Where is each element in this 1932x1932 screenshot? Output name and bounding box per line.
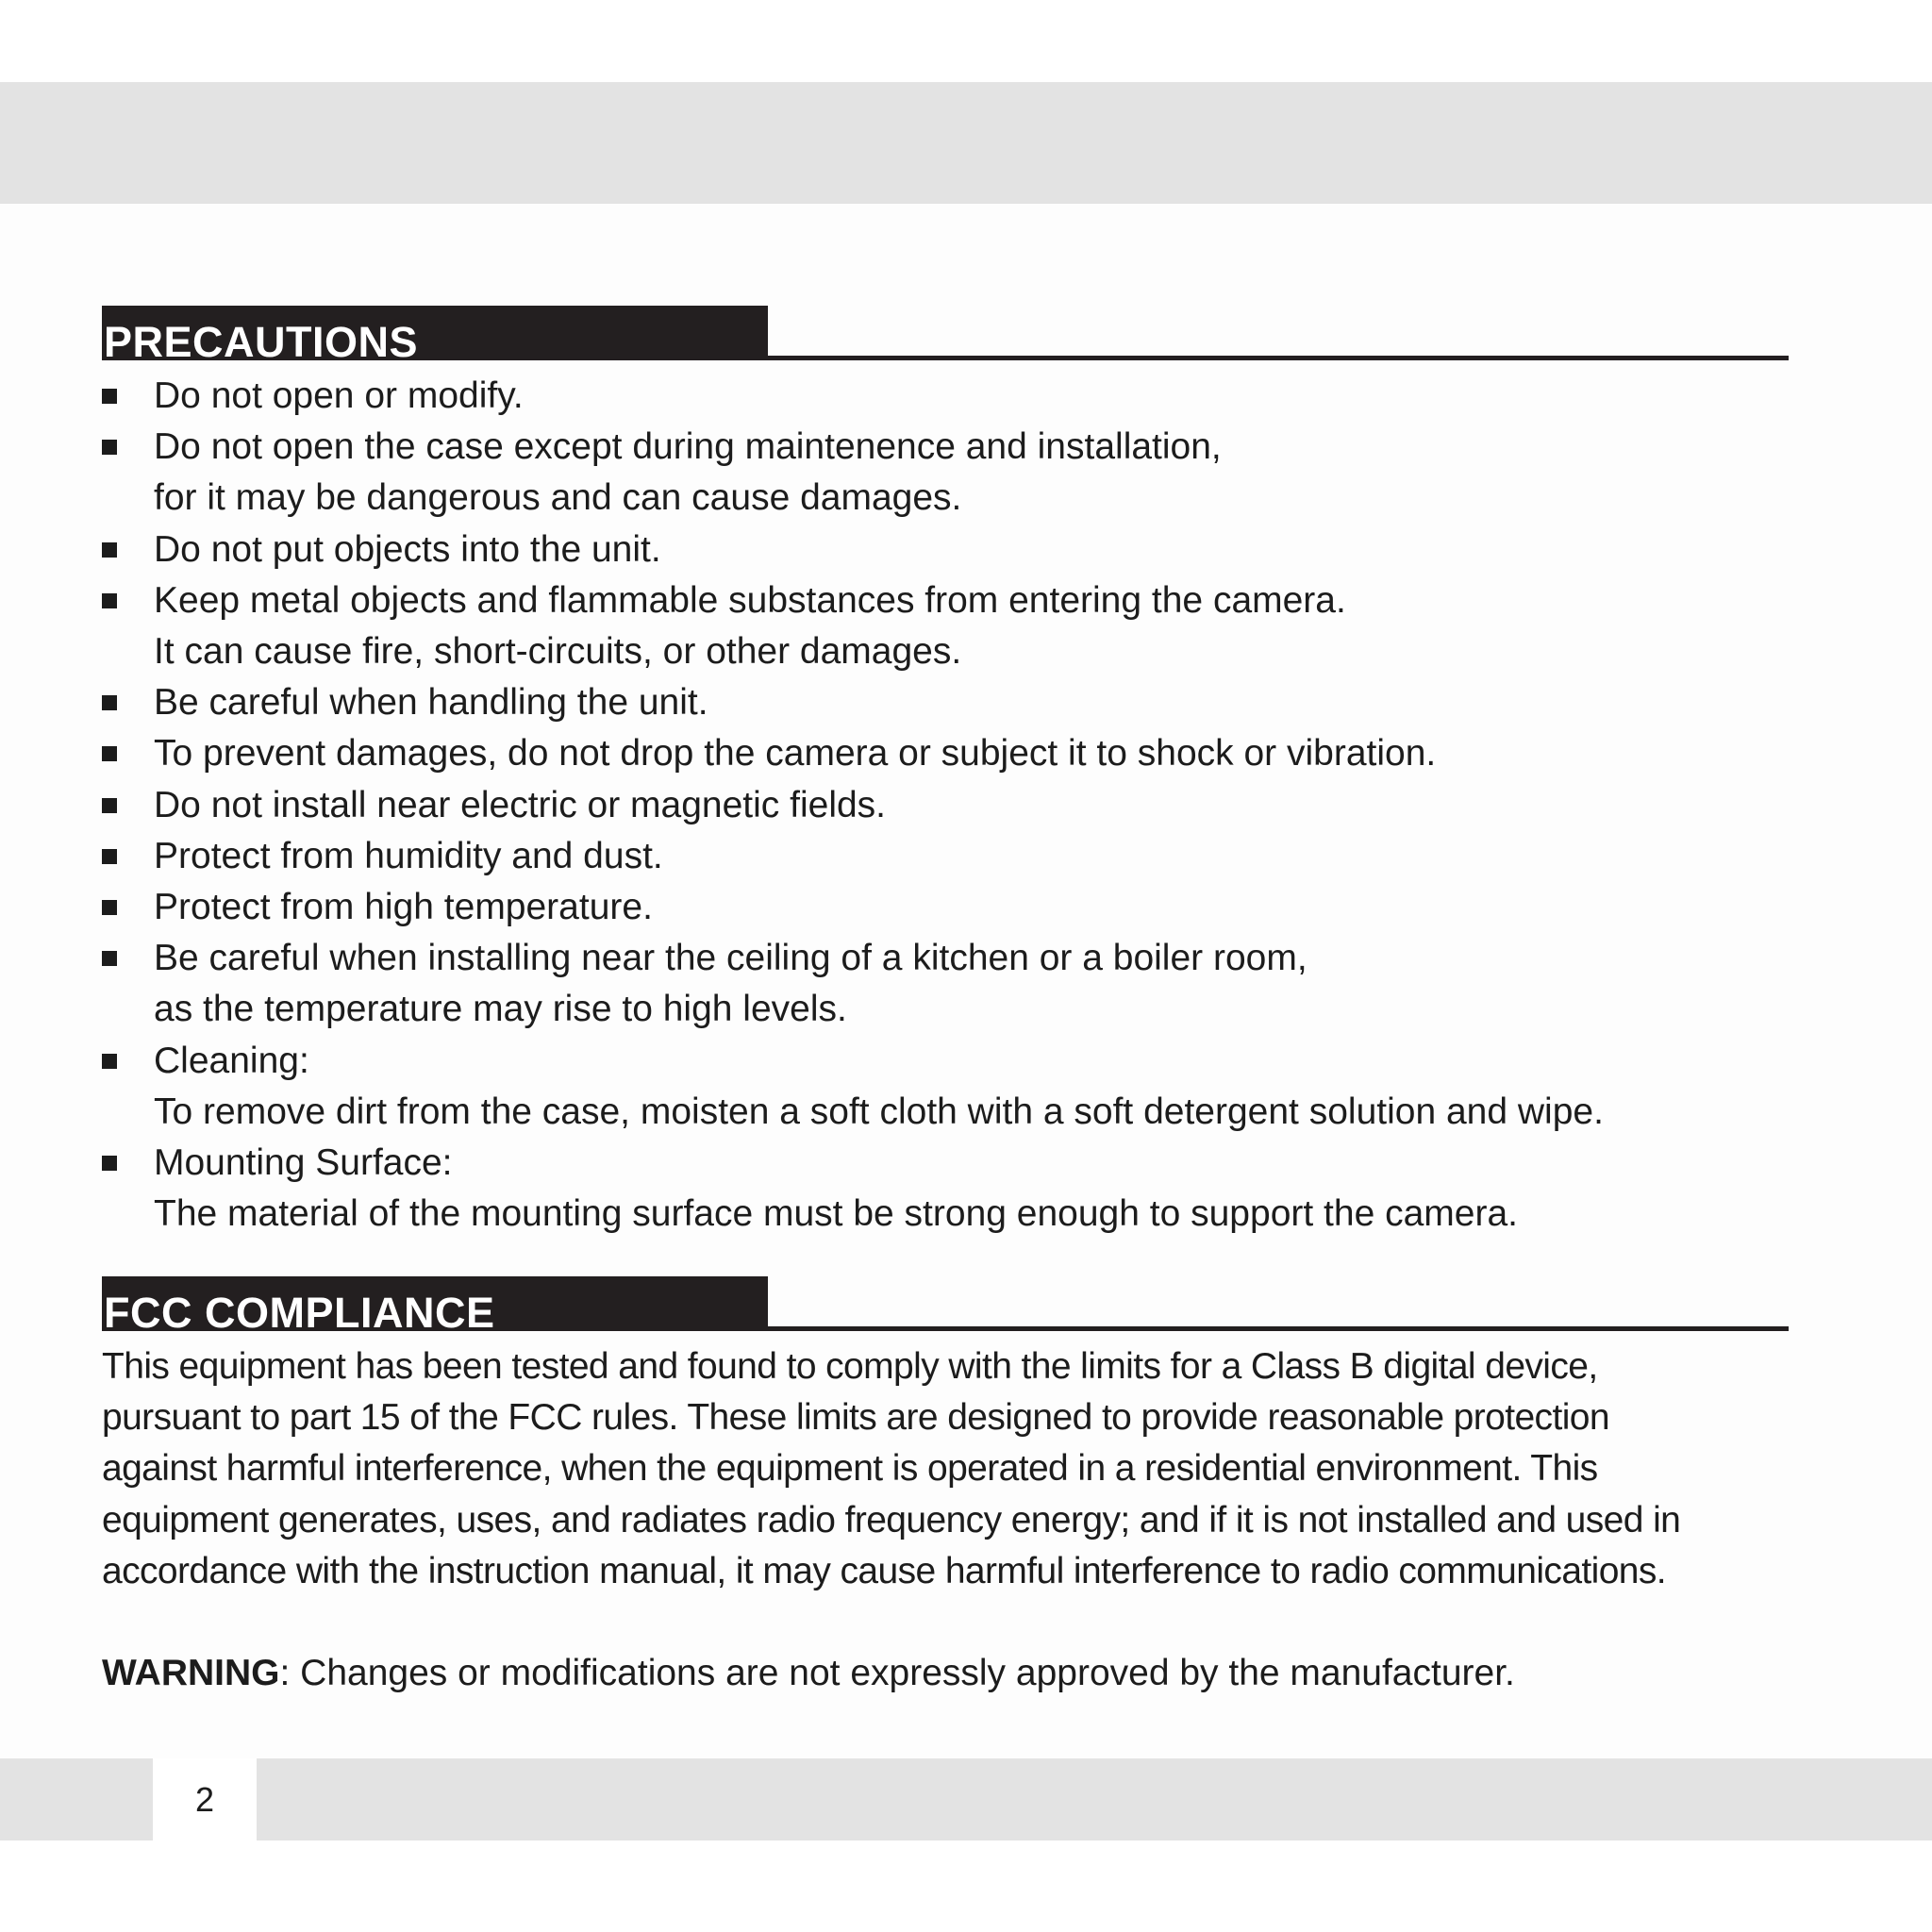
precaution-item [102, 831, 1790, 882]
square-bullet-icon [102, 1156, 117, 1171]
fcc-paragraph-line: pursuant to part 15 of the FCC rules. These limits are designed to provide reasonable protection [102, 1397, 1609, 1439]
fcc-header [102, 1276, 1789, 1337]
warning-line [102, 1648, 1515, 1699]
precautions-rule [768, 356, 1789, 360]
square-bullet-icon [102, 542, 117, 558]
precautions-title-block [102, 306, 768, 366]
fcc-title-block [102, 1276, 768, 1337]
square-bullet-icon [102, 900, 117, 915]
precaution-item-text: Do not open the case except during maintenence and installation, [154, 426, 1222, 468]
fcc-paragraph-line: This equipment has been tested and found to comply with the limits for a Class B digital device, [102, 1346, 1598, 1387]
precautions-header [102, 306, 1789, 366]
precaution-item-text: for it may be dangerous and can cause damages. [154, 477, 962, 519]
precaution-item-text: To remove dirt from the case, moisten a soft cloth with a soft detergent solution and wipe. [154, 1091, 1604, 1132]
warning-label: WARNING [102, 1653, 280, 1693]
precaution-item [102, 882, 1790, 933]
fcc-title: FCC COMPLIANCE [104, 1289, 495, 1337]
page-number: 2 [194, 1780, 215, 1819]
precaution-item [102, 422, 1790, 524]
square-bullet-icon [102, 440, 117, 455]
precaution-item [102, 1138, 1790, 1240]
square-bullet-icon [102, 849, 117, 864]
precaution-item [102, 371, 1790, 422]
precautions-list [102, 371, 1790, 1240]
precaution-item-text: Do not open or modify. [154, 375, 524, 416]
precaution-item [102, 728, 1790, 779]
square-bullet-icon [102, 389, 117, 404]
precaution-item-text: Be careful when handling the unit. [154, 682, 708, 724]
precaution-item-text: Protect from high temperature. [154, 887, 653, 928]
square-bullet-icon [102, 951, 117, 966]
precaution-item-text: Protect from humidity and dust. [154, 835, 663, 876]
precaution-item [102, 575, 1790, 677]
warning-text: : Changes or modifications are not expressly approved by the manufacturer. [279, 1653, 1515, 1693]
precautions-title: PRECAUTIONS [104, 318, 419, 366]
precaution-item-text: Mounting Surface: [154, 1142, 453, 1184]
precaution-item [102, 780, 1790, 831]
precaution-item-text: Be careful when installing near the ceiling of a kitchen or a boiler room, [154, 938, 1307, 979]
precaution-item-text: It can cause fire, short-circuits, or other damages. [154, 631, 962, 673]
precaution-item-text: Cleaning: [154, 1040, 309, 1081]
square-bullet-icon [102, 746, 117, 761]
square-bullet-icon [102, 695, 117, 710]
fcc-paragraph [102, 1341, 1800, 1597]
fcc-paragraph-line: against harmful interference, when the equipment is operated in a residential environment. This [102, 1448, 1598, 1490]
fcc-rule [768, 1326, 1789, 1331]
precaution-item [102, 677, 1790, 728]
precaution-item [102, 933, 1790, 1035]
fcc-paragraph-line: accordance with the instruction manual, it may cause harmful interference to radio communications. [102, 1550, 1667, 1591]
fcc-paragraph-line: equipment generates, uses, and radiates radio frequency energy; and if it is not installed and used in [102, 1499, 1681, 1541]
top-band [0, 82, 1932, 204]
precaution-item-text: To prevent damages, do not drop the camera or subject it to shock or vibration. [154, 733, 1437, 774]
footer-band-right [257, 1758, 1932, 1840]
square-bullet-icon [102, 593, 117, 608]
precaution-item-text: Do not put objects into the unit. [154, 528, 661, 570]
precaution-item-text: The material of the mounting surface must be strong enough to support the camera. [154, 1193, 1518, 1235]
square-bullet-icon [102, 798, 117, 813]
footer-band-left [0, 1758, 153, 1840]
square-bullet-icon [102, 1054, 117, 1069]
precaution-item-text: Keep metal objects and flammable substances from entering the camera. [154, 579, 1346, 621]
precaution-item-text: as the temperature may rise to high levels. [154, 989, 847, 1030]
precaution-item [102, 1036, 1790, 1138]
precaution-item [102, 525, 1790, 575]
precaution-item-text: Do not install near electric or magnetic fields. [154, 784, 887, 825]
